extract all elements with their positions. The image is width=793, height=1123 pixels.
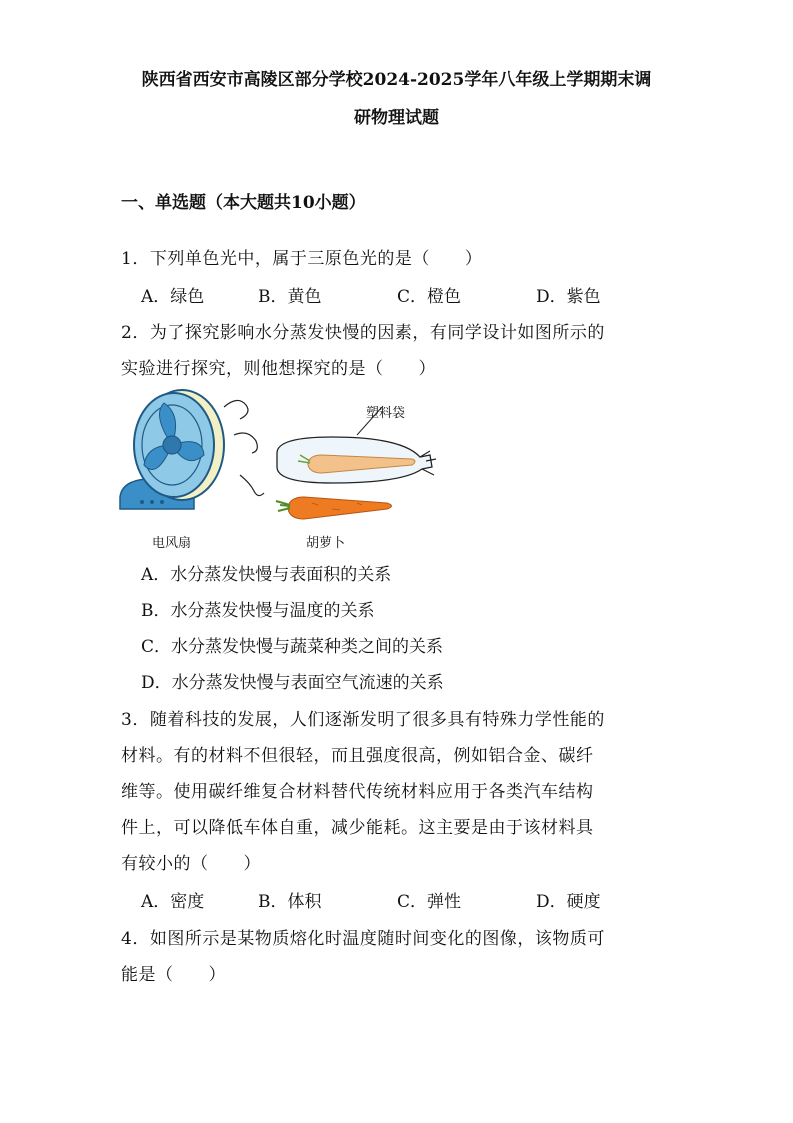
question-3-option-c: C．弹性 [397,892,462,912]
question-2-option-b: B．水分蒸发快慢与温度的关系 [141,601,375,621]
question-3-option-b: B．体积 [258,892,322,912]
question-2-option-c: C．水分蒸发快慢与蔬菜种类之间的关系 [141,637,444,657]
question-2-stem-line-2: 实验进行探究，则他想探究的是（ ） [121,359,436,379]
question-2-option-a: A．水分蒸发快慢与表面积的关系 [141,565,392,585]
question-4-stem-line-1: 4．如图所示是某物质熔化时温度随时间变化的图像，该物质可 [121,929,605,949]
question-2-option-d: D．水分蒸发快慢与表面空气流速的关系 [141,673,444,693]
question-3-stem-line-5: 有较小的（ ） [121,854,261,874]
question-3-option-a: A．密度 [141,892,205,912]
question-2-figure [112,385,442,550]
question-3-stem-line-3: 维等。使用碳纤维复合材料替代传统材料应用于各类汽车结构 [121,782,594,802]
question-1-option-d: D．紫色 [536,287,601,307]
question-1-stem: 1．下列单色光中，属于三原色光的是（ ） [121,249,483,269]
question-1-option-a: A．绿色 [141,287,205,307]
electric-fan-icon [120,390,224,509]
carrot-label: 胡萝卜 [306,536,346,551]
question-2-stem-line-1: 2．为了探究影响水分蒸发快慢的因素，有同学设计如图所示的 [121,323,605,343]
page-title-line-1: 陕西省西安市高陵区部分学校2024-2025学年八年级上学期期末调 [141,70,652,90]
question-3-option-d: D．硬度 [536,892,601,912]
page-title-line-2: 研物理试题 [354,108,439,128]
question-4-stem-line-2: 能是（ ） [121,965,226,985]
fan-label: 电风扇 [152,536,192,551]
question-3-stem-line-1: 3．随着科技的发展，人们逐渐发明了很多具有特殊力学性能的 [121,710,605,730]
question-3-stem-line-2: 材料。有的材料不但很轻，而且强度很高，例如铝合金、碳纤 [121,746,594,766]
wind-lines-icon [224,400,264,495]
carrot-icon [276,497,392,519]
question-3-stem-line-4: 件上，可以降低车体自重，减少能耗。这主要是由于该材料具 [121,818,594,838]
section-heading: 一、单选题（本大题共10小题） [121,193,366,213]
plastic-bag-label: 塑料袋 [366,406,406,421]
question-1-option-c: C．橙色 [397,287,462,307]
plastic-bag-icon [277,407,436,483]
question-1-option-b: B．黄色 [258,287,322,307]
